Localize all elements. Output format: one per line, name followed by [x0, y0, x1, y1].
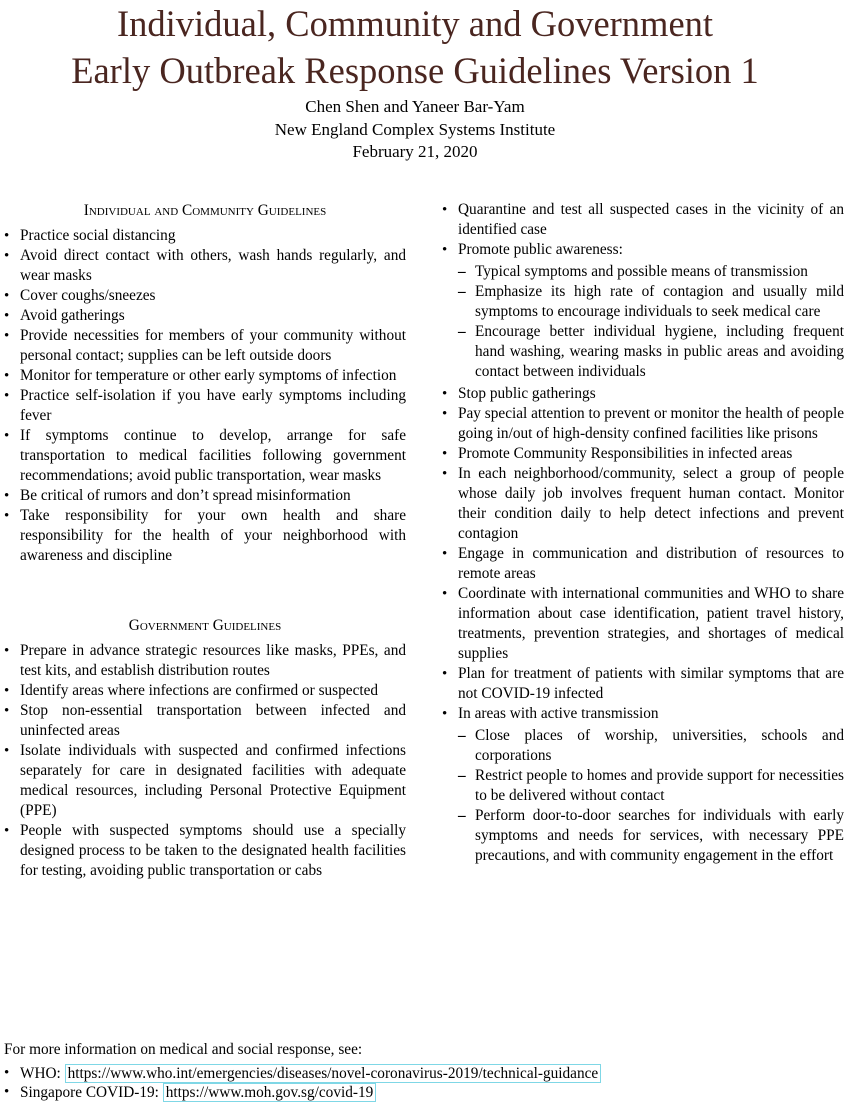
list-item: • Plan for treatment of patients with similar symptoms that are not COVID-19 infected	[442, 664, 844, 704]
list-item: • Quarantine and test all suspected cases in the vicinity of an identified case	[442, 200, 844, 240]
left-column	[4, 200, 406, 881]
list-item: • Take responsibility for your own health and share responsibility for the health of your neighborhood with awareness and discipline	[4, 506, 406, 566]
list-item: • Identify areas where infections are confirmed or suspected	[4, 681, 406, 701]
sub-item: – Encourage better individual hygiene, including frequent hand washing, wearing masks in public areas and avoiding contact between individuals	[458, 322, 844, 382]
institute: New England Complex Systems Institute	[274, 119, 556, 139]
sub-item: – Restrict people to homes and provide support for necessities to be delivered without contact	[458, 766, 844, 806]
sub-item: – Emphasize its high rate of contagion and usually mild symptoms to encourage individuals to seek medical care	[458, 282, 844, 322]
active-transmission-sublist	[458, 726, 844, 866]
list-item: • Be critical of rumors and don’t spread misinformation	[4, 486, 406, 506]
singapore-link[interactable]: https://www.moh.gov.sg/covid-19	[163, 1083, 377, 1102]
awareness-sublist	[458, 262, 844, 382]
list-item: • Stop non-essential transportation between infected and uninfected areas	[4, 701, 406, 741]
right-column	[442, 200, 844, 868]
government-list-continued	[442, 200, 844, 866]
sub-item: – Close places of worship, universities, schools and corporations	[458, 726, 844, 766]
list-item-active-transmission	[442, 704, 844, 866]
government-list	[4, 641, 406, 881]
list-item: • Provide necessities for members of your community without personal contact; supplies can be left outside doors	[4, 326, 406, 366]
authors: Chen Shen and Yaneer Bar-Yam	[305, 97, 525, 116]
who-label: WHO:	[20, 1065, 65, 1082]
title-line-2: Early Outbreak Response Guidelines Version 1	[71, 50, 759, 91]
active-transmission-label: In areas with active transmission	[458, 705, 659, 722]
who-link[interactable]: https://www.who.int/emergencies/diseases/novel-coronavirus-2019/technical-guidance	[65, 1064, 602, 1083]
list-item: • Avoid direct contact with others, wash hands regularly, and wear masks	[4, 246, 406, 286]
list-item: • Pay special attention to prevent or monitor the health of people going in/out of high-density confined facilities like prisons	[442, 404, 844, 444]
date: February 21, 2020	[352, 142, 478, 161]
individual-list	[4, 226, 406, 566]
list-item: • Practice self-isolation if you have early symptoms including fever	[4, 386, 406, 426]
footer-links	[4, 1064, 824, 1102]
footer-item-who	[4, 1064, 824, 1083]
list-item: • Engage in communication and distribution of resources to remote areas	[442, 544, 844, 584]
author-block	[0, 96, 830, 164]
list-item-awareness	[442, 240, 844, 382]
list-item: • Coordinate with international communities and WHO to share information about case identification, patient travel history, treatments, prevention strategies, and shortages of medical supplies	[442, 584, 844, 664]
footer-intro: For more information on medical and social response, see:	[4, 1041, 363, 1058]
list-item: • If symptoms continue to develop, arrange for safe transportation to medical facilities following government recommendations; avoid public transportation, wear masks	[4, 426, 406, 486]
list-item: • Avoid gatherings	[4, 306, 406, 326]
list-item: • People with suspected symptoms should use a specially designed process to be taken to the designated health facilities for testing, avoiding public transportation or cabs	[4, 821, 406, 881]
list-item: • Cover coughs/sneezes	[4, 286, 406, 306]
sub-item: – Typical symptoms and possible means of transmission	[458, 262, 844, 282]
footer-item-singapore	[4, 1083, 824, 1102]
title-line-1: Individual, Community and Government	[116, 3, 714, 44]
list-item: • Prepare in advance strategic resources like masks, PPEs, and test kits, and establish distribution routes	[4, 641, 406, 681]
singapore-label: Singapore COVID-19:	[20, 1084, 163, 1101]
sub-item: – Perform door-to-door searches for individuals with early symptoms and needs for services, with necessary PPE precautions, and with community engagement in the effort	[458, 806, 844, 866]
individual-heading: Individual and Community Guidelines	[83, 202, 327, 219]
government-heading: Government Guidelines	[128, 617, 282, 634]
list-item: • Practice social distancing	[4, 226, 406, 246]
list-item: • Promote Community Responsibilities in infected areas	[442, 444, 844, 464]
footer	[4, 1040, 824, 1102]
list-item: • Stop public gatherings	[442, 384, 844, 404]
document-title	[0, 0, 830, 94]
list-item: • Isolate individuals with suspected and confirmed infections separately for care in designated facilities with adequate medical resources, including Personal Protective Equipment (PPE)	[4, 741, 406, 821]
list-item: • Monitor for temperature or other early symptoms of infection	[4, 366, 406, 386]
list-item: • In each neighborhood/community, select a group of people whose daily job involves frequent human contact. Monitor their condition daily to help detect infections and prevent contagion	[442, 464, 844, 544]
awareness-label: Promote public awareness:	[458, 241, 623, 258]
